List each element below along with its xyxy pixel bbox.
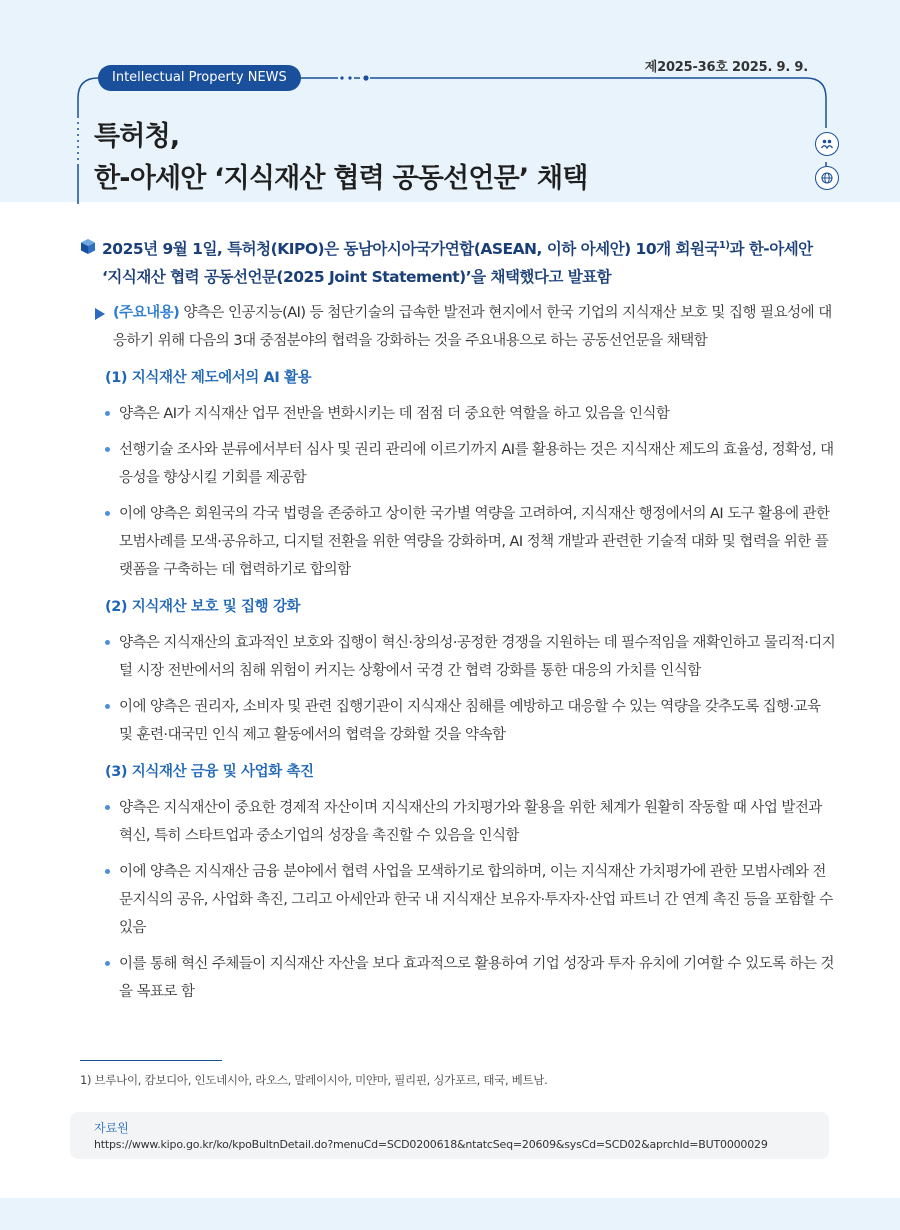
list-item: 이를 통해 혁신 주체들이 지식재산 자산을 보다 효과적으로 활용하여 기업 성장과 투자 유치에 기여할 수 있도록 하는 것을 목표로 함 (76, 950, 836, 1006)
globe-icon (815, 166, 839, 190)
footnote: 1) 브루나이, 캄보디아, 인도네시아, 라오스, 말레이시아, 미얀마, 필리핀, 싱가포르, 태국, 베트남. (80, 1073, 548, 1087)
source-label: 자료원 (94, 1121, 129, 1135)
footer-band (0, 1198, 900, 1230)
summary-keyword: (주요내용) (113, 305, 180, 322)
article-body (76, 232, 836, 1006)
list-item: 양측은 AI가 지식재산 업무 전반을 변화시키는 데 점점 더 중요한 역할을 하고 있음을 인식함 (76, 400, 836, 428)
footnote-divider (80, 1060, 222, 1061)
list-item: 선행기술 조사와 분류에서부터 심사 및 권리 관리에 이르기까지 AI를 활용하는 것은 지식재산 제도의 효율성, 정확성, 대응성을 향상시킬 기회를 제공함 (76, 436, 836, 492)
issue-number: 제2025-36호 2025. 9. 9. (644, 60, 808, 75)
list-item: 이에 양측은 지식재산 금융 분야에서 협력 사업을 모색하기로 합의하며, 이는 지식재산 가치평가에 관한 모범사례와 전문지식의 공유, 사업화 촉진, 그리고 아세안과 한국 내 지식재산 보유자·투자자·산업 파트너 간 연계 촉진 등을 포함할 수 있음 (76, 858, 836, 942)
list-item: 양측은 지식재산이 중요한 경제적 자산이며 지식재산의 가치평가와 활용을 위한 체계가 원활히 작동할 때 사업 발전과 혁신, 특히 스타트업과 중소기업의 성장을 촉진할 수 있음을 인식함 (76, 794, 836, 850)
lead-text-cont: 과 한-아세안 ‘지식재산 협력 공동선언문(2025 Joint Statement)’을 채택했다고 발표함 (102, 240, 813, 287)
source-box (70, 1112, 829, 1159)
triangle-bullet-icon (95, 308, 105, 320)
cube-bullet-icon (80, 238, 96, 255)
summary-item (76, 299, 836, 355)
summary-text: 양측은 인공지능(AI) 등 첨단기술의 급속한 발전과 현지에서 한국 기업의 지식재산 보호 및 집행 필요성에 대응하기 위해 다음의 3대 중점분야의 협력을 강화하는 것을 주요내용으로 하는 공동선언문을 채택함 (113, 305, 832, 350)
list-item: 양측은 지식재산의 효과적인 보호와 집행이 혁신·창의성·공정한 경쟁을 지원하는 데 필수적임을 재확인하고 물리적·디지털 시장 전반에서의 침해 위험이 커지는 상황에서 국경 간 협력 강화를 통한 대응의 가치를 인식함 (76, 629, 836, 685)
newsletter-badge: Intellectual Property NEWS (98, 65, 301, 91)
lead-text: 2025년 9월 1일, 특허청(KIPO)은 동남아시아국가연합(ASEAN, 이하 아세안) 10개 회원국 (102, 240, 719, 259)
people-icon (815, 132, 839, 156)
list-item: 이에 양측은 권리자, 소비자 및 관련 집행기관이 지식재산 침해를 예방하고 대응할 수 있는 역량을 갖추도록 집행·교육 및 훈련·대국민 인식 제고 활동에서의 협력을 강화할 것을 약속함 (76, 693, 836, 749)
title-line-1: 특허청, (94, 121, 180, 152)
section-heading-3: (3) 지식재산 금융 및 사업화 촉진 (105, 764, 314, 781)
section-heading-1: (1) 지식재산 제도에서의 AI 활용 (105, 370, 312, 387)
page-title (94, 116, 588, 200)
source-link[interactable]: https://www.kipo.go.kr/ko/kpoBultnDetail.do?menuCd=SCD0200618&ntatcSeq=20609&sysCd=SCD02&aprchId=BUT0000029 (94, 1138, 768, 1151)
footnote-marker[interactable]: 1) (718, 240, 730, 251)
title-line-2: 한-아세안 ‘지식재산 협력 공동선언문’ 채택 (94, 163, 588, 194)
lead-paragraph (76, 232, 836, 291)
list-item: 이에 양측은 회원국의 각국 법령을 존중하고 상이한 국가별 역량을 고려하여, 지식재산 행정에서의 AI 도구 활용에 관한 모범사례를 모색·공유하고, 디지털 전환을 위한 역량을 강화하며, AI 정책 개발과 관련한 기술적 대화 및 협력을 위한 플랫폼을 구축하는 데 협력하기로 합의함 (76, 500, 836, 584)
section-heading-2: (2) 지식재산 보호 및 집행 강화 (105, 599, 301, 616)
